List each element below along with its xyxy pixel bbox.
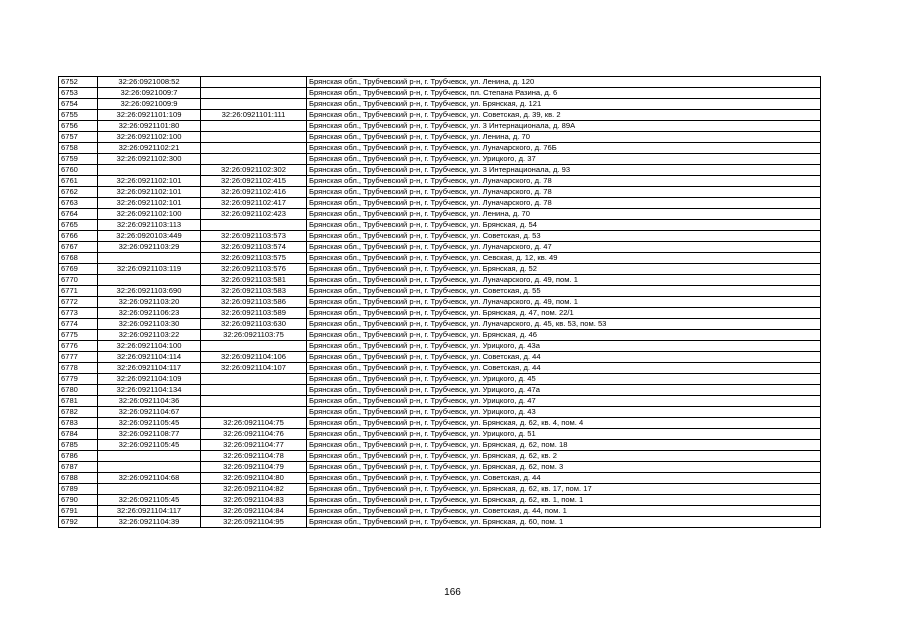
address-cell: Брянская обл., Трубчевский р-н, г. Трубчевск, ул. Урицкого, д. 47 (307, 396, 821, 407)
related-cadastral-number-cell (201, 132, 307, 143)
address-cell: Брянская обл., Трубчевский р-н, г. Трубчевск, ул. Советская, д. 44, пом. 1 (307, 506, 821, 517)
row-number-cell: 6786 (59, 451, 98, 462)
related-cadastral-number-cell: 32:26:0921103:630 (201, 319, 307, 330)
address-cell: Брянская обл., Трубчевский р-н, г. Трубчевск, ул. Луначарского, д. 49, пом. 1 (307, 297, 821, 308)
row-number-cell: 6769 (59, 264, 98, 275)
row-number-cell: 6753 (59, 88, 98, 99)
cadastral-number-cell: 32:26:0921101:80 (98, 121, 201, 132)
cadastral-number-cell: 32:26:0921102:100 (98, 132, 201, 143)
table-row (59, 264, 821, 275)
table-row (59, 88, 821, 99)
address-cell: Брянская обл., Трубчевский р-н, г. Трубчевск, ул. Брянская, д. 62, пом. 3 (307, 462, 821, 473)
row-number-cell: 6778 (59, 363, 98, 374)
row-number-cell: 6780 (59, 385, 98, 396)
related-cadastral-number-cell: 32:26:0921103:589 (201, 308, 307, 319)
cadastral-number-cell: 32:26:0921103:22 (98, 330, 201, 341)
address-cell: Брянская обл., Трубчевский р-н, г. Трубчевск, ул. Урицкого, д. 43 (307, 407, 821, 418)
related-cadastral-number-cell: 32:26:0921102:302 (201, 165, 307, 176)
table-row (59, 308, 821, 319)
address-cell: Брянская обл., Трубчевский р-н, г. Трубчевск, ул. Луначарского, д. 78 (307, 187, 821, 198)
cadastral-number-cell: 32:26:0920103:449 (98, 231, 201, 242)
table-body (59, 77, 821, 528)
table-row (59, 374, 821, 385)
row-number-cell: 6760 (59, 165, 98, 176)
row-number-cell: 6766 (59, 231, 98, 242)
related-cadastral-number-cell: 32:26:0921104:79 (201, 462, 307, 473)
row-number-cell: 6761 (59, 176, 98, 187)
row-number-cell: 6756 (59, 121, 98, 132)
row-number-cell: 6783 (59, 418, 98, 429)
cadastral-number-cell: 32:26:0921104:134 (98, 385, 201, 396)
row-number-cell: 6754 (59, 99, 98, 110)
address-cell: Брянская обл., Трубчевский р-н, г. Трубчевск, ул. Брянская, д. 62, пом. 18 (307, 440, 821, 451)
related-cadastral-number-cell (201, 77, 307, 88)
cadastral-number-cell: 32:26:0921105:45 (98, 495, 201, 506)
related-cadastral-number-cell (201, 220, 307, 231)
cadastral-number-cell: 32:26:0921105:45 (98, 418, 201, 429)
cadastral-number-cell: 32:26:0921103:30 (98, 319, 201, 330)
address-cell: Брянская обл., Трубчевский р-н, г. Трубчевск, ул. Ленина, д. 120 (307, 77, 821, 88)
row-number-cell: 6779 (59, 374, 98, 385)
row-number-cell: 6782 (59, 407, 98, 418)
cadastral-number-cell: 32:26:0921102:21 (98, 143, 201, 154)
address-cell: Брянская обл., Трубчевский р-н, г. Трубчевск, ул. Урицкого, д. 43а (307, 341, 821, 352)
address-cell: Брянская обл., Трубчевский р-н, г. Трубчевск, ул. Брянская, д. 54 (307, 220, 821, 231)
related-cadastral-number-cell (201, 99, 307, 110)
address-cell: Брянская обл., Трубчевский р-н, г. Трубчевск, ул. Брянская, д. 121 (307, 99, 821, 110)
address-cell: Брянская обл., Трубчевский р-н, г. Трубчевск, ул. Урицкого, д. 37 (307, 154, 821, 165)
related-cadastral-number-cell (201, 143, 307, 154)
table-row (59, 341, 821, 352)
cadastral-number-cell: 32:26:0921102:101 (98, 187, 201, 198)
cadastral-number-cell: 32:26:0921103:29 (98, 242, 201, 253)
row-number-cell: 6774 (59, 319, 98, 330)
row-number-cell: 6771 (59, 286, 98, 297)
address-cell: Брянская обл., Трубчевский р-н, г. Трубчевск, ул. Луначарского, д. 45, кв. 53, пом. 53 (307, 319, 821, 330)
table-row (59, 363, 821, 374)
cadastral-number-cell: 32:26:0921104:36 (98, 396, 201, 407)
related-cadastral-number-cell: 32:26:0921104:76 (201, 429, 307, 440)
row-number-cell: 6765 (59, 220, 98, 231)
row-number-cell: 6764 (59, 209, 98, 220)
related-cadastral-number-cell (201, 121, 307, 132)
address-cell: Брянская обл., Трубчевский р-н, г. Трубчевск, ул. Луначарского, д. 78 (307, 198, 821, 209)
related-cadastral-number-cell (201, 385, 307, 396)
table-row (59, 517, 821, 528)
related-cadastral-number-cell: 32:26:0921104:106 (201, 352, 307, 363)
related-cadastral-number-cell (201, 407, 307, 418)
address-cell: Брянская обл., Трубчевский р-н, г. Трубчевск, ул. Брянская, д. 52 (307, 264, 821, 275)
address-cell: Брянская обл., Трубчевский р-н, г. Трубчевск, ул. Советская, д. 53 (307, 231, 821, 242)
address-cell: Брянская обл., Трубчевский р-н, г. Трубчевск, ул. 3 Интернационала, д. 93 (307, 165, 821, 176)
related-cadastral-number-cell: 32:26:0921101:111 (201, 110, 307, 121)
row-number-cell: 6788 (59, 473, 98, 484)
cadastral-number-cell: 32:26:0921103:20 (98, 297, 201, 308)
row-number-cell: 6787 (59, 462, 98, 473)
table-row (59, 396, 821, 407)
cadastral-number-cell: 32:26:0921104:117 (98, 363, 201, 374)
table-row (59, 176, 821, 187)
related-cadastral-number-cell: 32:26:0921103:586 (201, 297, 307, 308)
address-cell: Брянская обл., Трубчевский р-н, г. Трубчевск, пл. Степана Разина, д. 6 (307, 88, 821, 99)
related-cadastral-number-cell: 32:26:0921102:423 (201, 209, 307, 220)
related-cadastral-number-cell (201, 396, 307, 407)
related-cadastral-number-cell: 32:26:0921102:417 (201, 198, 307, 209)
related-cadastral-number-cell: 32:26:0921104:83 (201, 495, 307, 506)
cadastral-number-cell: 32:26:0921103:690 (98, 286, 201, 297)
row-number-cell: 6773 (59, 308, 98, 319)
cadastral-number-cell: 32:26:0921101:109 (98, 110, 201, 121)
table-row (59, 473, 821, 484)
row-number-cell: 6770 (59, 275, 98, 286)
address-cell: Брянская обл., Трубчевский р-н, г. Трубчевск, ул. Луначарского, д. 78 (307, 176, 821, 187)
table-row (59, 77, 821, 88)
related-cadastral-number-cell: 32:26:0921103:581 (201, 275, 307, 286)
address-cell: Брянская обл., Трубчевский р-н, г. Трубчевск, ул. Советская, д. 44 (307, 363, 821, 374)
related-cadastral-number-cell: 32:26:0921104:77 (201, 440, 307, 451)
cadastral-number-cell: 32:26:0921104:68 (98, 473, 201, 484)
cadastral-number-cell: 32:26:0921104:100 (98, 341, 201, 352)
row-number-cell: 6785 (59, 440, 98, 451)
table-row (59, 275, 821, 286)
address-cell: Брянская обл., Трубчевский р-н, г. Трубчевск, ул. Севская, д. 12, кв. 49 (307, 253, 821, 264)
related-cadastral-number-cell: 32:26:0921102:416 (201, 187, 307, 198)
related-cadastral-number-cell: 32:26:0921103:573 (201, 231, 307, 242)
table-row (59, 242, 821, 253)
row-number-cell: 6775 (59, 330, 98, 341)
row-number-cell: 6759 (59, 154, 98, 165)
cadastral-number-cell (98, 484, 201, 495)
table-row (59, 286, 821, 297)
table-row (59, 198, 821, 209)
page-number: 166 (444, 587, 461, 598)
cadastral-number-cell: 32:26:0921102:101 (98, 198, 201, 209)
row-number-cell: 6792 (59, 517, 98, 528)
cadastral-number-cell: 32:26:0921008:52 (98, 77, 201, 88)
row-number-cell: 6772 (59, 297, 98, 308)
address-cell: Брянская обл., Трубчевский р-н, г. Трубчевск, ул. Советская, д. 55 (307, 286, 821, 297)
cadastral-number-cell (98, 253, 201, 264)
cadastral-number-cell: 32:26:0921108:77 (98, 429, 201, 440)
row-number-cell: 6791 (59, 506, 98, 517)
row-number-cell: 6763 (59, 198, 98, 209)
table-row (59, 165, 821, 176)
cadastral-number-cell: 32:26:0921105:45 (98, 440, 201, 451)
table-row (59, 143, 821, 154)
cadastral-number-cell: 32:26:0921102:100 (98, 209, 201, 220)
address-cell: Брянская обл., Трубчевский р-н, г. Трубчевск, ул. Урицкого, д. 51 (307, 429, 821, 440)
address-cell: Брянская обл., Трубчевский р-н, г. Трубчевск, ул. Советская, д. 44 (307, 473, 821, 484)
related-cadastral-number-cell (201, 154, 307, 165)
related-cadastral-number-cell: 32:26:0921102:415 (201, 176, 307, 187)
address-cell: Брянская обл., Трубчевский р-н, г. Трубчевск, ул. Ленина, д. 70 (307, 209, 821, 220)
cadastral-number-cell (98, 451, 201, 462)
cadastral-number-cell: 32:26:0921104:114 (98, 352, 201, 363)
row-number-cell: 6758 (59, 143, 98, 154)
table-row (59, 495, 821, 506)
related-cadastral-number-cell: 32:26:0921103:575 (201, 253, 307, 264)
cadastral-number-cell: 32:26:0921106:23 (98, 308, 201, 319)
row-number-cell: 6768 (59, 253, 98, 264)
table-row (59, 440, 821, 451)
address-cell: Брянская обл., Трубчевский р-н, г. Трубчевск, ул. Урицкого, д. 47а (307, 385, 821, 396)
address-cell: Брянская обл., Трубчевский р-н, г. Трубчевск, ул. Брянская, д. 47, пом. 22/1 (307, 308, 821, 319)
row-number-cell: 6767 (59, 242, 98, 253)
row-number-cell: 6757 (59, 132, 98, 143)
table-row (59, 99, 821, 110)
address-cell: Брянская обл., Трубчевский р-н, г. Трубчевск, ул. Брянская, д. 62, кв. 4, пом. 4 (307, 418, 821, 429)
cadastral-number-cell: 32:26:0921009:9 (98, 99, 201, 110)
table-row (59, 209, 821, 220)
cadastral-number-cell: 32:26:0921102:300 (98, 154, 201, 165)
row-number-cell: 6784 (59, 429, 98, 440)
row-number-cell: 6752 (59, 77, 98, 88)
row-number-cell: 6790 (59, 495, 98, 506)
row-number-cell: 6762 (59, 187, 98, 198)
address-cell: Брянская обл., Трубчевский р-н, г. Трубчевск, ул. Урицкого, д. 45 (307, 374, 821, 385)
table-row (59, 110, 821, 121)
address-cell: Брянская обл., Трубчевский р-н, г. Трубчевск, ул. Луначарского, д. 49, пом. 1 (307, 275, 821, 286)
table-row (59, 407, 821, 418)
row-number-cell: 6789 (59, 484, 98, 495)
cadastral-number-cell: 32:26:0921102:101 (98, 176, 201, 187)
related-cadastral-number-cell: 32:26:0921104:82 (201, 484, 307, 495)
cadastral-number-cell: 32:26:0921104:67 (98, 407, 201, 418)
related-cadastral-number-cell: 32:26:0921103:583 (201, 286, 307, 297)
address-cell: Брянская обл., Трубчевский р-н, г. Трубчевск, ул. Луначарского, д. 47 (307, 242, 821, 253)
table-row (59, 506, 821, 517)
address-cell: Брянская обл., Трубчевский р-н, г. Трубчевск, ул. Брянская, д. 62, кв. 1, пом. 1 (307, 495, 821, 506)
related-cadastral-number-cell: 32:26:0921104:107 (201, 363, 307, 374)
address-cell: Брянская обл., Трубчевский р-н, г. Трубчевск, ул. Брянская, д. 60, пом. 1 (307, 517, 821, 528)
table-row (59, 132, 821, 143)
row-number-cell: 6777 (59, 352, 98, 363)
address-cell: Брянская обл., Трубчевский р-н, г. Трубчевск, ул. Ленина, д. 70 (307, 132, 821, 143)
related-cadastral-number-cell (201, 341, 307, 352)
table-row (59, 429, 821, 440)
cadastral-number-cell (98, 275, 201, 286)
related-cadastral-number-cell: 32:26:0921103:75 (201, 330, 307, 341)
table-row (59, 319, 821, 330)
table-row (59, 154, 821, 165)
address-cell: Брянская обл., Трубчевский р-н, г. Трубчевск, ул. Луначарского, д. 76Б (307, 143, 821, 154)
table-row (59, 352, 821, 363)
cadastral-number-cell (98, 462, 201, 473)
related-cadastral-number-cell: 32:26:0921104:95 (201, 517, 307, 528)
address-cell: Брянская обл., Трубчевский р-н, г. Трубчевск, ул. Советская, д. 39, кв. 2 (307, 110, 821, 121)
row-number-cell: 6776 (59, 341, 98, 352)
address-cell: Брянская обл., Трубчевский р-н, г. Трубчевск, ул. Брянская, д. 46 (307, 330, 821, 341)
related-cadastral-number-cell: 32:26:0921103:574 (201, 242, 307, 253)
table-row (59, 462, 821, 473)
address-cell: Брянская обл., Трубчевский р-н, г. Трубчевск, ул. Брянская, д. 62, кв. 17, пом. 17 (307, 484, 821, 495)
related-cadastral-number-cell: 32:26:0921104:80 (201, 473, 307, 484)
related-cadastral-number-cell: 32:26:0921103:576 (201, 264, 307, 275)
related-cadastral-number-cell (201, 88, 307, 99)
cadastral-number-cell: 32:26:0921104:39 (98, 517, 201, 528)
table-row (59, 484, 821, 495)
related-cadastral-number-cell (201, 374, 307, 385)
table-row (59, 220, 821, 231)
table-row (59, 418, 821, 429)
cadastral-number-cell: 32:26:0921104:117 (98, 506, 201, 517)
row-number-cell: 6755 (59, 110, 98, 121)
related-cadastral-number-cell: 32:26:0921104:78 (201, 451, 307, 462)
cadastral-table (58, 76, 821, 528)
table-row (59, 451, 821, 462)
cadastral-number-cell: 32:26:0921103:113 (98, 220, 201, 231)
table-row (59, 187, 821, 198)
table-row (59, 253, 821, 264)
table-row (59, 121, 821, 132)
table-row (59, 330, 821, 341)
row-number-cell: 6781 (59, 396, 98, 407)
address-cell: Брянская обл., Трубчевский р-н, г. Трубчевск, ул. Брянская, д. 62, кв. 2 (307, 451, 821, 462)
table-row (59, 231, 821, 242)
cadastral-number-cell: 32:26:0921103:119 (98, 264, 201, 275)
related-cadastral-number-cell: 32:26:0921104:84 (201, 506, 307, 517)
address-cell: Брянская обл., Трубчевский р-н, г. Трубчевск, ул. Советская, д. 44 (307, 352, 821, 363)
address-cell: Брянская обл., Трубчевский р-н, г. Трубчевск, ул. 3 Интернационала, д. 89А (307, 121, 821, 132)
cadastral-number-cell: 32:26:0921104:109 (98, 374, 201, 385)
table-row (59, 297, 821, 308)
cadastral-number-cell (98, 165, 201, 176)
cadastral-number-cell: 32:26:0921009:7 (98, 88, 201, 99)
related-cadastral-number-cell: 32:26:0921104:75 (201, 418, 307, 429)
table-row (59, 385, 821, 396)
